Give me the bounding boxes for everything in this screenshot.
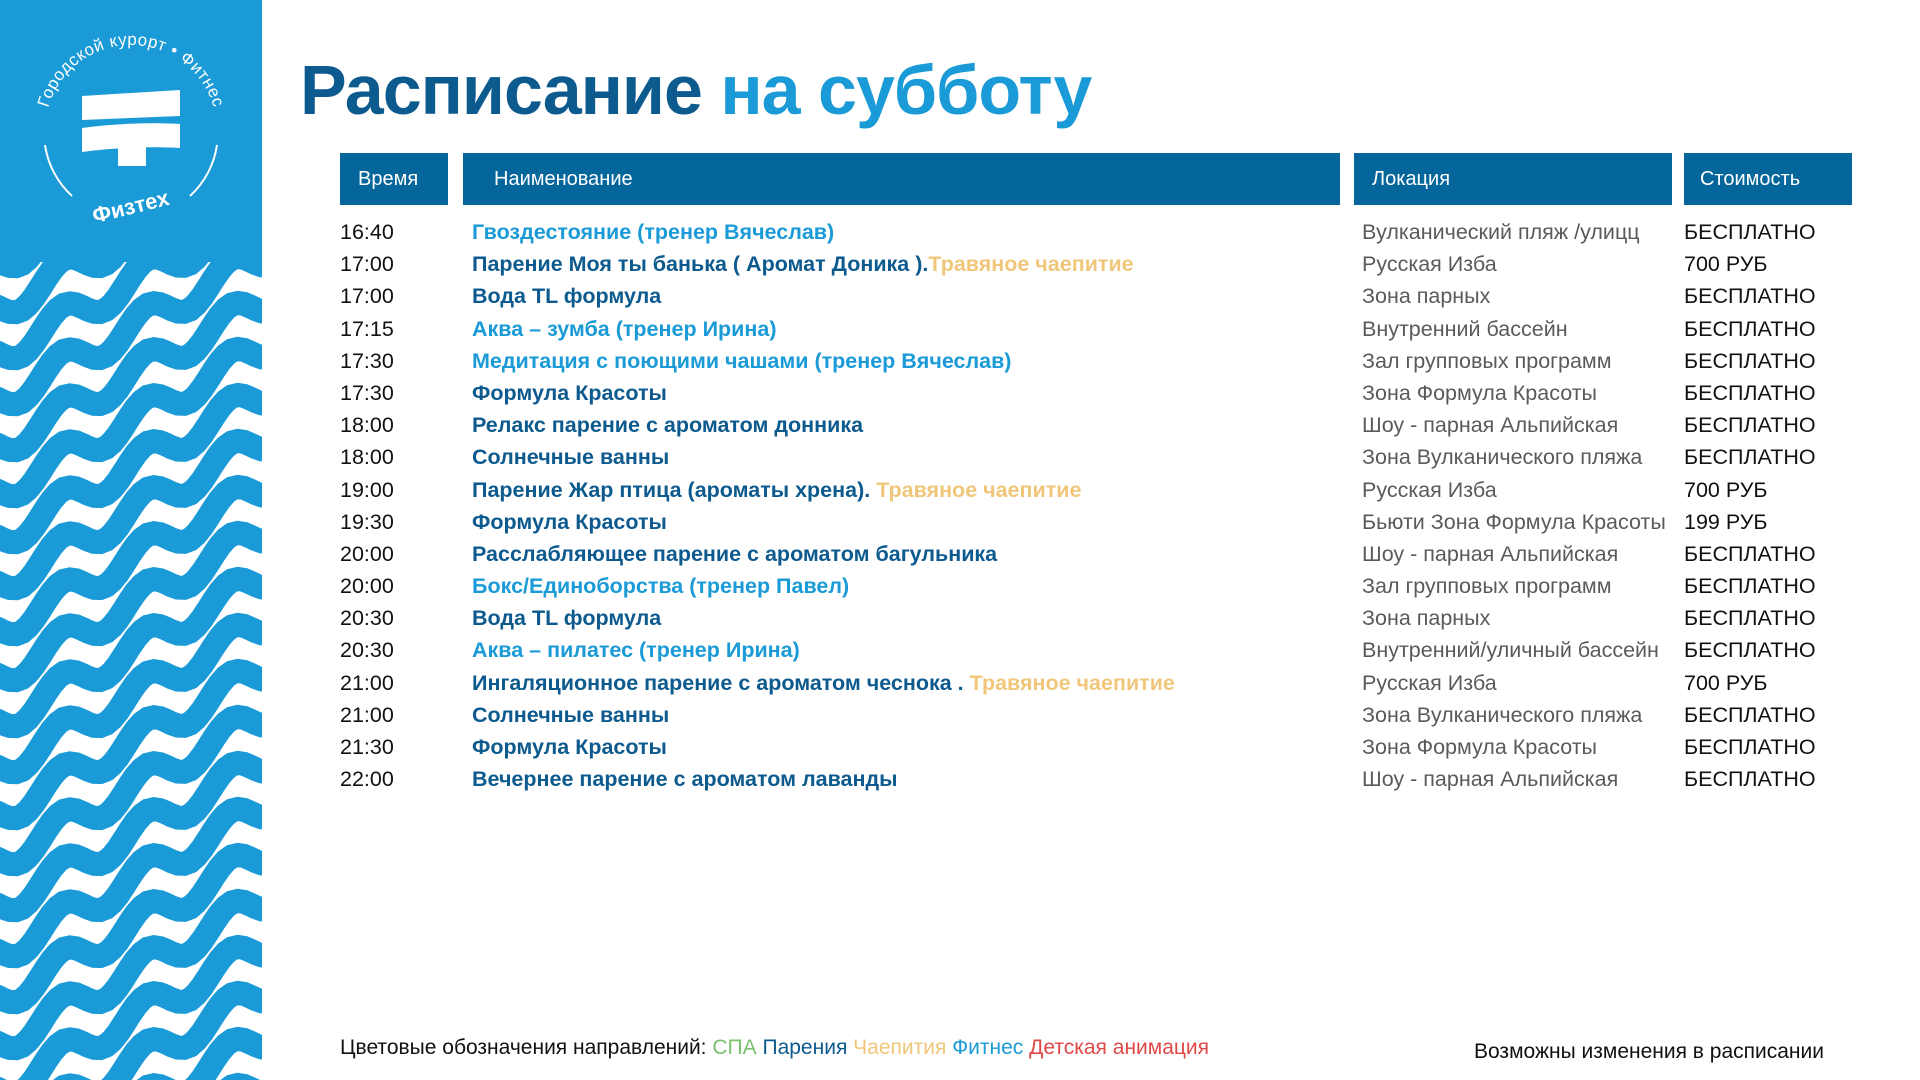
row-name	[472, 441, 669, 473]
ring-text-right: Фитнес	[176, 47, 229, 110]
row-name-text: Вечернее парение с ароматом лаванды	[472, 767, 898, 792]
row-name	[472, 280, 661, 312]
row-location: Русская Изба	[1362, 670, 1497, 695]
schedule-table-body	[0, 216, 1920, 795]
row-time: 20:30	[340, 638, 394, 663]
row-name	[472, 570, 849, 602]
row-name	[472, 763, 898, 795]
row-time: 17:30	[340, 380, 394, 405]
table-row	[0, 667, 1920, 699]
row-tea-note: Травяное чаепитие	[969, 670, 1175, 695]
row-name	[472, 731, 667, 763]
table-row	[0, 570, 1920, 602]
row-cost: 199 РУБ	[1684, 509, 1768, 534]
row-location: Шоу - парная Альпийская	[1362, 767, 1619, 792]
row-location: Зал групповых программ	[1362, 348, 1612, 373]
row-name	[472, 667, 1175, 699]
row-name-text: Вода TL формула	[472, 606, 662, 631]
row-time: 19:00	[340, 477, 394, 502]
header-name: Наименование	[463, 153, 1340, 205]
table-row	[0, 377, 1920, 409]
row-name	[472, 345, 1011, 377]
row-name-text: Парение Жар птица (ароматы хрена).	[472, 477, 877, 502]
table-row	[0, 280, 1920, 312]
row-location: Зона парных	[1362, 284, 1491, 309]
row-name-text: Аква – зумба (тренер Ирина)	[472, 316, 777, 341]
table-row	[0, 538, 1920, 570]
row-tea-note: Травяное чаепитие	[928, 252, 1134, 277]
row-cost: БЕСПЛАТНО	[1684, 702, 1816, 727]
row-name-text: Формула Красоты	[472, 380, 667, 405]
row-location: Бьюти Зона Формула Красоты	[1362, 509, 1666, 534]
row-time: 17:00	[340, 284, 394, 309]
schedule-change-notice: Возможны изменения в расписании	[1473, 1040, 1824, 1063]
row-time: 20:00	[340, 574, 394, 599]
row-time: 18:00	[340, 413, 394, 438]
row-cost: БЕСПЛАТНО	[1684, 767, 1816, 792]
row-cost: БЕСПЛАТНО	[1684, 348, 1816, 373]
row-name	[472, 699, 669, 731]
row-name-text: Вода TL формула	[472, 284, 662, 309]
table-row	[0, 441, 1920, 473]
row-cost: БЕСПЛАТНО	[1684, 445, 1816, 470]
row-name	[472, 506, 667, 538]
legend-label: Цветовые обозначения направлений:	[340, 1036, 707, 1059]
row-cost: БЕСПЛАТНО	[1684, 606, 1816, 631]
row-name	[472, 377, 667, 409]
table-row	[0, 474, 1920, 506]
row-cost: 700 РУБ	[1684, 670, 1768, 695]
row-time: 17:30	[340, 348, 394, 373]
row-location: Зона Формула Красоты	[1362, 380, 1597, 405]
ring-dot: •	[167, 40, 182, 61]
row-cost: 700 РУБ	[1684, 252, 1768, 277]
row-location: Зона Вулканического пляжа	[1362, 702, 1643, 727]
row-cost: БЕСПЛАТНО	[1684, 638, 1816, 663]
legend-fitness: Фитнес	[952, 1036, 1024, 1059]
legend-tea: Чаепития	[853, 1036, 947, 1059]
row-time: 16:40	[340, 220, 394, 244]
table-row	[0, 699, 1920, 731]
row-name	[472, 248, 1134, 280]
table-row	[0, 602, 1920, 634]
table-row	[0, 506, 1920, 538]
table-row	[0, 216, 1920, 248]
row-time: 22:00	[340, 767, 394, 792]
row-name-text: Солнечные ванны	[472, 702, 670, 727]
row-name-text: Гвоздестояние (тренер Вячеслав)	[472, 220, 835, 244]
row-cost: БЕСПЛАТНО	[1684, 413, 1816, 438]
row-name	[472, 474, 1081, 506]
row-name	[472, 634, 800, 666]
row-time: 17:00	[340, 252, 394, 277]
header-location: Локация	[1354, 153, 1672, 205]
table-row	[0, 634, 1920, 666]
logo-monogram-icon	[82, 90, 180, 166]
row-name-text: Расслабляющее парение с ароматом багульника	[472, 541, 998, 566]
row-cost: БЕСПЛАТНО	[1684, 735, 1816, 759]
table-row	[0, 763, 1920, 795]
header-cost: Стоимость	[1684, 153, 1852, 205]
title-part-1: Расписание	[300, 51, 702, 129]
row-cost: БЕСПЛАТНО	[1684, 220, 1816, 244]
row-time: 20:00	[340, 541, 394, 566]
legend-spa: СПА	[712, 1036, 757, 1059]
row-cost: БЕСПЛАТНО	[1684, 284, 1816, 309]
table-row	[0, 731, 1920, 763]
row-time: 21:00	[340, 702, 394, 727]
row-name-text: Медитация с поющими чашами (тренер Вячеслав)	[472, 348, 1012, 373]
row-name-text: Формула Красоты	[472, 509, 667, 534]
row-name-text: Ингаляционное парение с ароматом чеснока .	[472, 670, 970, 695]
row-name-text: Релакс парение с ароматом донника	[472, 413, 864, 438]
row-location: Зал групповых программ	[1362, 574, 1612, 599]
ring-bottom-text: Физтех	[89, 184, 172, 229]
row-cost: БЕСПЛАТНО	[1684, 380, 1816, 405]
row-location: Вулканический пляж /улицц	[1362, 220, 1640, 244]
row-name-text: Парение Моя ты банька ( Аромат Доника ).	[472, 252, 929, 277]
row-location: Внутренний/уличный бассейн	[1362, 638, 1659, 663]
title-part-2: на субботу	[720, 51, 1092, 129]
row-name	[472, 216, 834, 248]
row-name	[472, 409, 863, 441]
table-row	[0, 313, 1920, 345]
row-name	[472, 313, 776, 345]
row-time: 20:30	[340, 606, 394, 631]
row-location: Шоу - парная Альпийская	[1362, 413, 1619, 438]
row-name-text: Бокс/Единоборства (тренер Павел)	[472, 574, 850, 599]
row-name-text: Солнечные ванны	[472, 445, 670, 470]
row-location: Внутренний бассейн	[1362, 316, 1568, 341]
table-row	[0, 248, 1920, 280]
row-time: 21:30	[340, 735, 394, 759]
page-title	[300, 48, 1091, 132]
row-location: Зона Формула Красоты	[1362, 735, 1597, 759]
color-legend	[340, 1036, 1209, 1060]
row-time: 21:00	[340, 670, 394, 695]
legend-steam: Парения	[762, 1036, 848, 1059]
row-cost: БЕСПЛАТНО	[1684, 316, 1816, 341]
row-name	[472, 602, 661, 634]
row-name-text: Аква – пилатес (тренер Ирина)	[472, 638, 800, 663]
table-row	[0, 345, 1920, 377]
row-name-text: Формула Красоты	[472, 735, 667, 759]
row-location: Зона парных	[1362, 606, 1491, 631]
header-time: Время	[340, 153, 448, 205]
row-location: Зона Вулканического пляжа	[1362, 445, 1643, 470]
row-time: 19:30	[340, 509, 394, 534]
row-location: Русская Изба	[1362, 252, 1497, 277]
row-location: Шоу - парная Альпийская	[1362, 541, 1619, 566]
row-cost: БЕСПЛАТНО	[1684, 541, 1816, 566]
row-tea-note: Травяное чаепитие	[876, 477, 1082, 502]
legend-kids: Детская анимация	[1029, 1036, 1210, 1059]
row-time: 17:15	[340, 316, 394, 341]
row-cost: БЕСПЛАТНО	[1684, 574, 1816, 599]
ring-text-left: Городской курорт	[33, 29, 170, 110]
table-row	[0, 409, 1920, 441]
row-name	[472, 538, 997, 570]
row-cost: 700 РУБ	[1684, 477, 1768, 502]
row-location: Русская Изба	[1362, 477, 1497, 502]
row-time: 18:00	[340, 445, 394, 470]
